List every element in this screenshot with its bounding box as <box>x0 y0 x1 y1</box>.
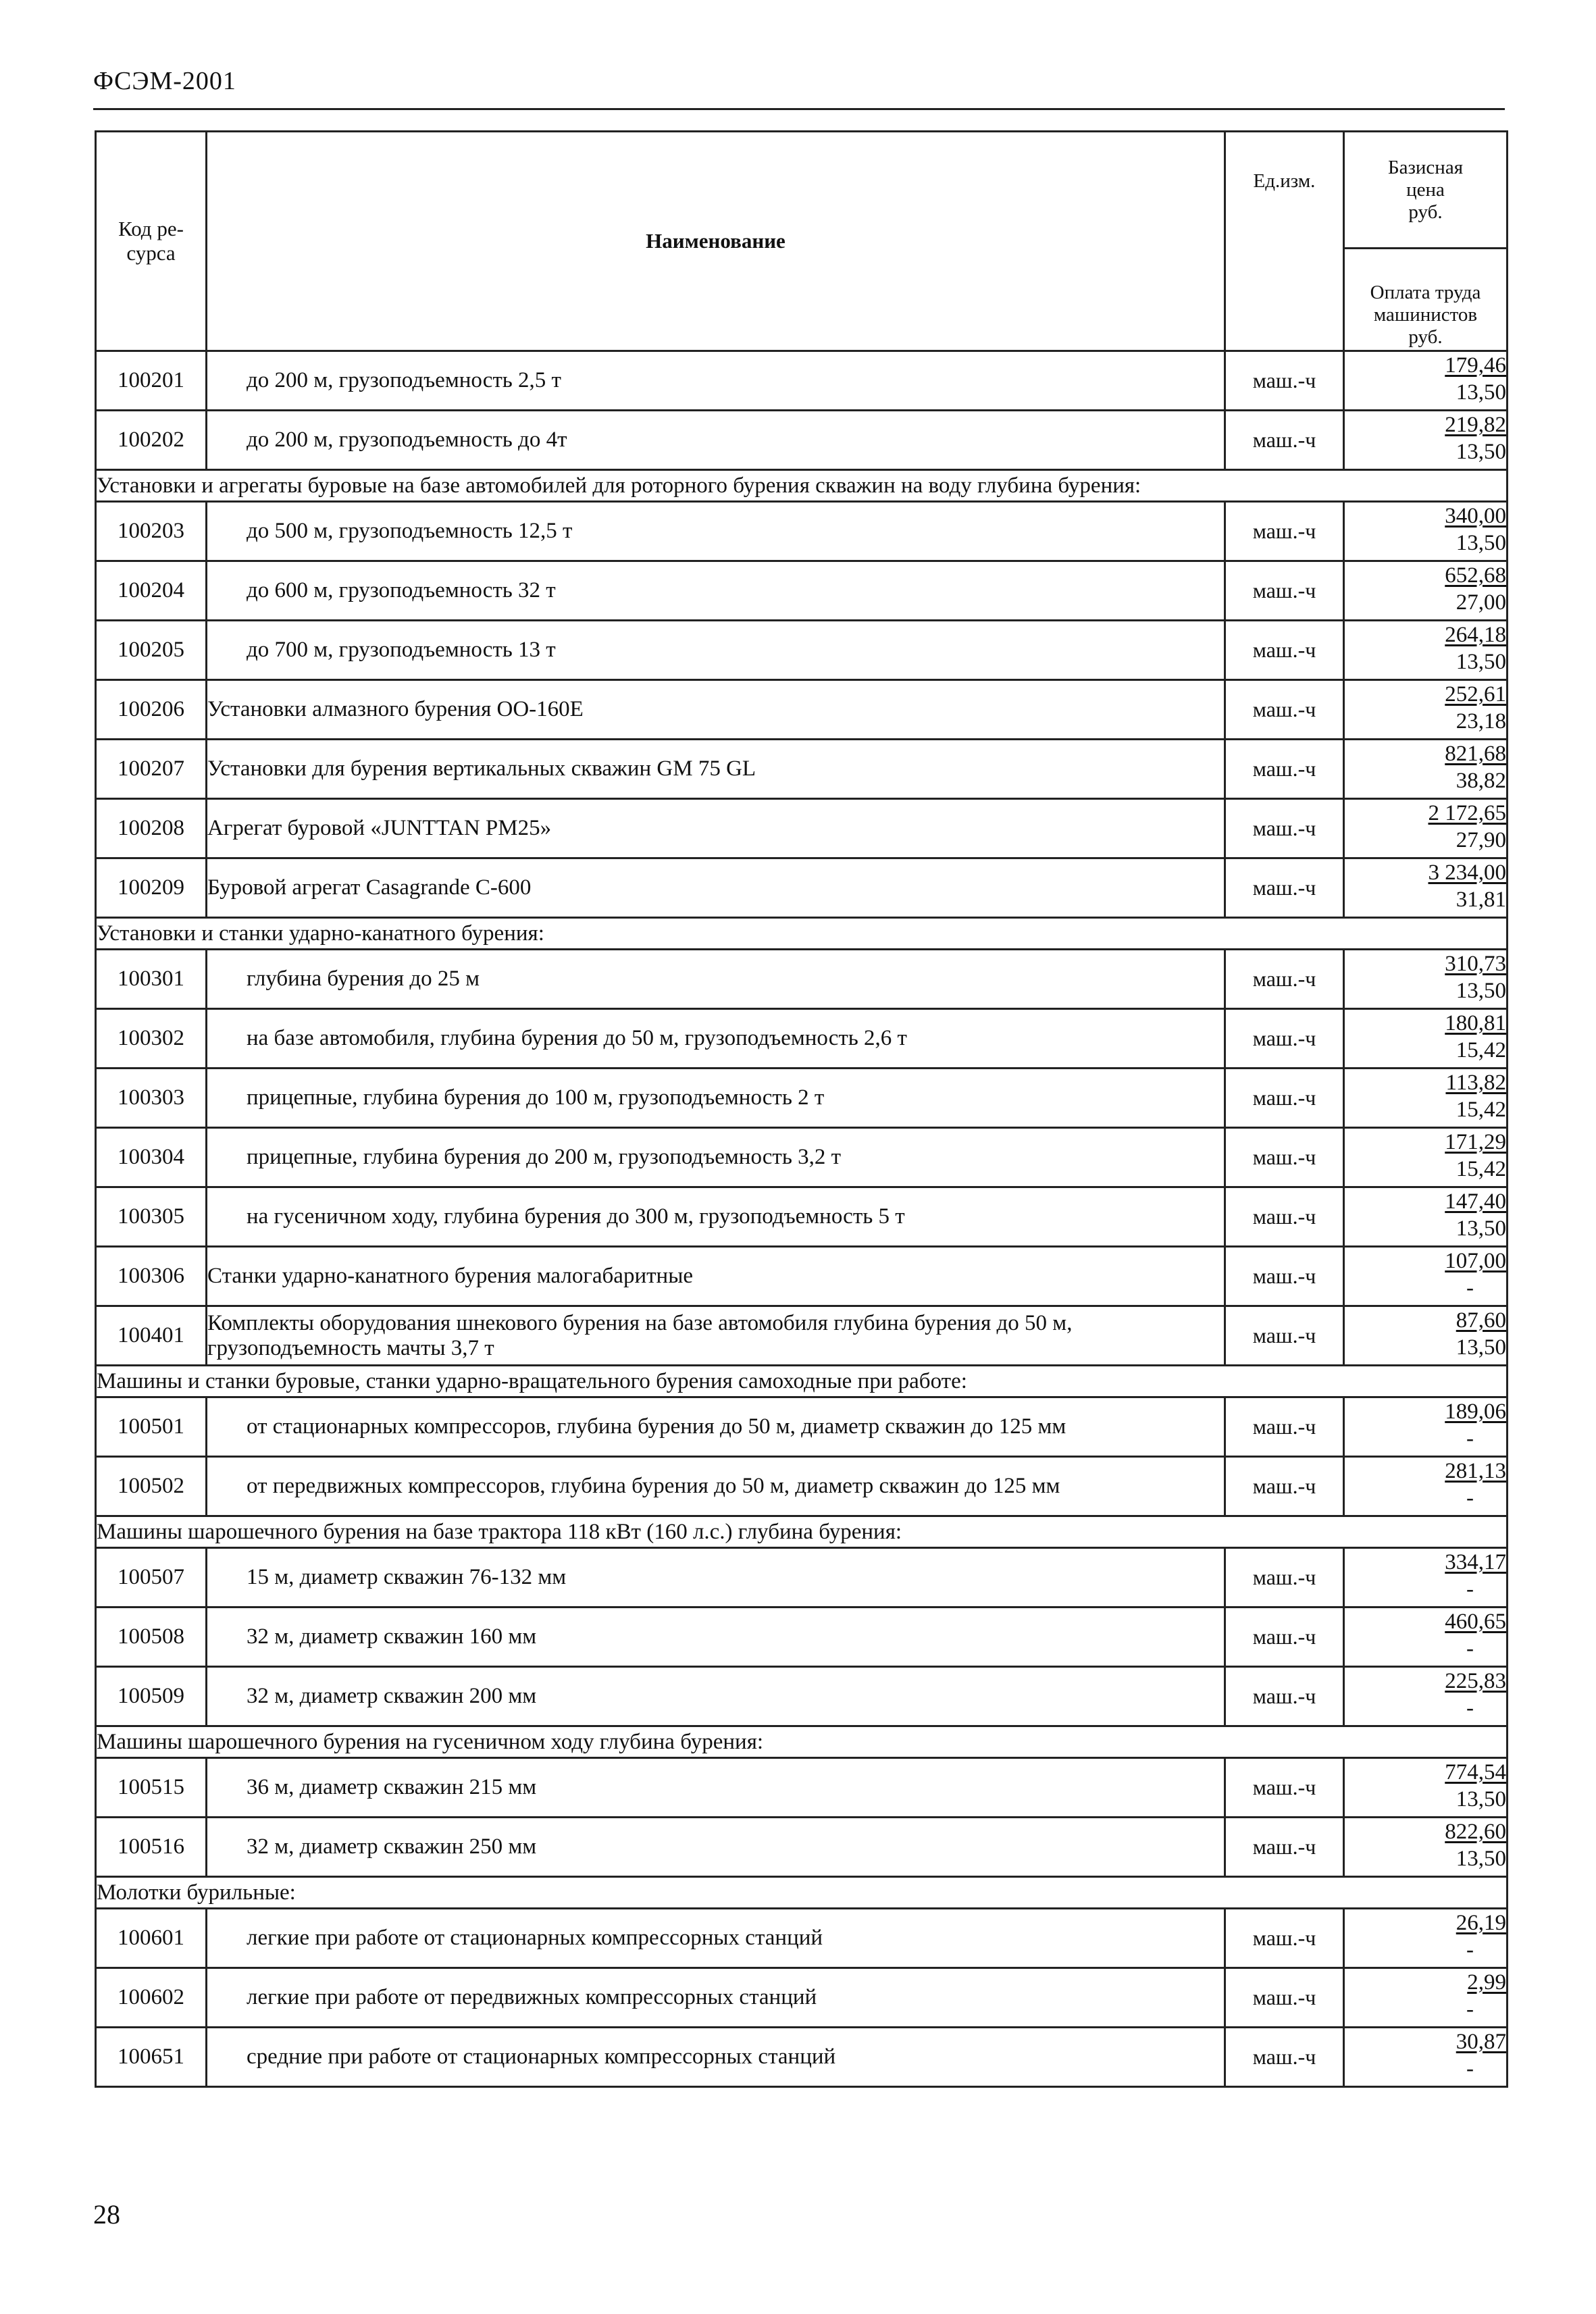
unit-of-measure: маш.-ч <box>1225 950 1344 1009</box>
table-row <box>96 950 1508 1009</box>
section-title: Установки и агрегаты буровые на базе автомобилей для роторного бурения скважин на воду глубина бурения: <box>96 470 1508 502</box>
operator-pay: - <box>1466 1577 1474 1601</box>
price-cell <box>1344 411 1508 470</box>
unit-of-measure: маш.-ч <box>1225 1306 1344 1366</box>
resource-name: до 600 м, грузоподъемность 32 т <box>207 561 1225 621</box>
base-price: 171,29 <box>1445 1130 1506 1154</box>
resource-code: 100507 <box>96 1548 207 1608</box>
unit-of-measure: маш.-ч <box>1225 1548 1344 1608</box>
section-title: Машины шарошечного бурения на базе трактора 118 кВт (160 л.с.) глубина бурения: <box>96 1516 1508 1548</box>
base-price: 219,82 <box>1445 413 1506 437</box>
resource-code: 100204 <box>96 561 207 621</box>
operator-pay: - <box>1466 1426 1474 1451</box>
column-header-name-label: Наименование <box>646 229 786 253</box>
resource-code: 100201 <box>96 351 207 411</box>
table-row <box>96 502 1508 561</box>
unit-of-measure: маш.-ч <box>1225 1608 1344 1667</box>
table-row <box>96 411 1508 470</box>
column-header-price <box>1344 132 1508 351</box>
resource-code: 100305 <box>96 1187 207 1247</box>
base-price: 310,73 <box>1445 952 1506 976</box>
resource-name: 32 м, диаметр скважин 250 мм <box>207 1818 1225 1877</box>
unit-of-measure: маш.-ч <box>1225 680 1344 740</box>
operator-pay: 13,50 <box>1456 531 1506 555</box>
section-row <box>96 1726 1508 1758</box>
unit-of-measure: маш.-ч <box>1225 1069 1344 1128</box>
base-price: 26,19 <box>1456 1911 1506 1935</box>
page-number: 28 <box>93 2199 120 2230</box>
resource-name: легкие при работе от стационарных компрессорных станций <box>207 1909 1225 1968</box>
unit-of-measure: маш.-ч <box>1225 1457 1344 1516</box>
resource-code: 100202 <box>96 411 207 470</box>
table-row <box>96 1128 1508 1187</box>
base-price: 30,87 <box>1456 2030 1506 2054</box>
price-cell <box>1344 680 1508 740</box>
table-row <box>96 1968 1508 2028</box>
unit-of-measure: маш.-ч <box>1225 351 1344 411</box>
operator-pay: 27,90 <box>1456 828 1506 852</box>
base-price: 87,60 <box>1456 1308 1506 1333</box>
resource-name: Станки ударно-канатного бурения малогабаритные <box>207 1247 1225 1306</box>
table-row <box>96 1608 1508 1667</box>
price-cell <box>1344 2028 1508 2087</box>
base-price: 774,54 <box>1445 1760 1506 1784</box>
base-price: 822,60 <box>1445 1820 1506 1844</box>
base-price: 107,00 <box>1445 1249 1506 1273</box>
resource-name: 15 м, диаметр скважин 76-132 мм <box>207 1548 1225 1608</box>
operator-pay: - <box>1466 1938 1474 1962</box>
base-price: 3 234,00 <box>1428 860 1506 885</box>
resource-code: 100651 <box>96 2028 207 2087</box>
unit-of-measure: маш.-ч <box>1225 1667 1344 1726</box>
base-price: 225,83 <box>1445 1669 1506 1693</box>
table-row <box>96 1758 1508 1818</box>
table-row <box>96 561 1508 621</box>
operator-pay: - <box>1466 1486 1474 1510</box>
operator-pay: - <box>1466 1997 1474 2022</box>
unit-of-measure: маш.-ч <box>1225 1818 1344 1877</box>
unit-of-measure: маш.-ч <box>1225 1128 1344 1187</box>
base-price: 460,65 <box>1445 1610 1506 1634</box>
resource-code: 100302 <box>96 1009 207 1069</box>
unit-of-measure: маш.-ч <box>1225 1009 1344 1069</box>
price-cell <box>1344 799 1508 858</box>
table-body <box>96 351 1508 2087</box>
base-price: 2 172,65 <box>1428 801 1506 825</box>
operator-pay: 13,50 <box>1456 1787 1506 1811</box>
base-price: 340,00 <box>1445 504 1506 528</box>
base-price: 113,82 <box>1445 1071 1506 1095</box>
resource-code: 100508 <box>96 1608 207 1667</box>
unit-of-measure: маш.-ч <box>1225 1968 1344 2028</box>
operator-pay: 38,82 <box>1456 769 1506 793</box>
resource-code: 100209 <box>96 858 207 918</box>
resource-code: 100304 <box>96 1128 207 1187</box>
base-price: 189,06 <box>1445 1399 1506 1424</box>
price-cell <box>1344 621 1508 680</box>
table-row <box>96 1187 1508 1247</box>
table-row <box>96 799 1508 858</box>
table-row <box>96 1818 1508 1877</box>
operator-pay: 15,42 <box>1456 1098 1506 1122</box>
table-row <box>96 858 1508 918</box>
column-header-name <box>207 132 1225 351</box>
resource-code: 100303 <box>96 1069 207 1128</box>
resource-name: Комплекты оборудования шнекового бурения на базе автомобиля глубина бурения до 50 м, грузоподъемность мачты 3,7 т <box>207 1306 1225 1366</box>
table-row <box>96 621 1508 680</box>
resource-code: 100306 <box>96 1247 207 1306</box>
resource-name: на гусеничном ходу, глубина бурения до 300 м, грузоподъемность 5 т <box>207 1187 1225 1247</box>
base-price: 652,68 <box>1445 563 1506 588</box>
resource-code: 100502 <box>96 1457 207 1516</box>
unit-of-measure: маш.-ч <box>1225 1247 1344 1306</box>
table-row <box>96 351 1508 411</box>
column-header-operator-pay-label: Оплата труда машинистов руб. <box>1370 282 1481 348</box>
resource-name: прицепные, глубина бурения до 100 м, грузоподъемность 2 т <box>207 1069 1225 1128</box>
price-cell <box>1344 1909 1508 1968</box>
price-cell <box>1344 502 1508 561</box>
unit-of-measure: маш.-ч <box>1225 1397 1344 1457</box>
base-price: 821,68 <box>1445 742 1506 766</box>
resource-code: 100601 <box>96 1909 207 1968</box>
operator-pay: 27,00 <box>1456 590 1506 615</box>
resource-price-table <box>95 130 1508 2088</box>
unit-of-measure: маш.-ч <box>1225 621 1344 680</box>
operator-pay: - <box>1466 2057 1474 2081</box>
base-price: 334,17 <box>1445 1550 1506 1574</box>
column-header-unit-label: Ед.изм. <box>1253 170 1316 192</box>
price-cell <box>1344 1457 1508 1516</box>
resource-code: 100206 <box>96 680 207 740</box>
resource-code: 100207 <box>96 740 207 799</box>
resource-name: 32 м, диаметр скважин 160 мм <box>207 1608 1225 1667</box>
resource-name: от стационарных компрессоров, глубина бурения до 50 м, диаметр скважин до 125 мм <box>207 1397 1225 1457</box>
operator-pay: 13,50 <box>1456 1847 1506 1871</box>
unit-of-measure: маш.-ч <box>1225 1187 1344 1247</box>
resource-name: до 700 м, грузоподъемность 13 т <box>207 621 1225 680</box>
unit-of-measure: маш.-ч <box>1225 502 1344 561</box>
document-header: ФСЭМ-2001 <box>93 67 236 95</box>
resource-code: 100501 <box>96 1397 207 1457</box>
price-cell <box>1344 1247 1508 1306</box>
operator-pay: 13,50 <box>1456 979 1506 1003</box>
section-row <box>96 1366 1508 1397</box>
resource-code: 100205 <box>96 621 207 680</box>
resource-name: 36 м, диаметр скважин 215 мм <box>207 1758 1225 1818</box>
operator-pay: - <box>1466 1637 1474 1661</box>
table-row <box>96 1009 1508 1069</box>
price-cell <box>1344 1397 1508 1457</box>
operator-pay: 13,50 <box>1456 650 1506 674</box>
price-cell <box>1344 1009 1508 1069</box>
price-cell <box>1344 740 1508 799</box>
resource-code: 100516 <box>96 1818 207 1877</box>
resource-code: 100203 <box>96 502 207 561</box>
section-row <box>96 1516 1508 1548</box>
unit-of-measure: маш.-ч <box>1225 2028 1344 2087</box>
resource-name: до 200 м, грузоподъемность 2,5 т <box>207 351 1225 411</box>
unit-of-measure: маш.-ч <box>1225 858 1344 918</box>
price-cell <box>1344 950 1508 1009</box>
resource-code: 100208 <box>96 799 207 858</box>
resource-code: 100509 <box>96 1667 207 1726</box>
operator-pay: 31,81 <box>1456 888 1506 912</box>
base-price: 2,99 <box>1467 1970 1506 1995</box>
base-price: 147,40 <box>1445 1189 1506 1214</box>
section-title: Машины шарошечного бурения на гусеничном ходу глубина бурения: <box>96 1726 1508 1758</box>
resource-code: 100602 <box>96 1968 207 2028</box>
price-cell <box>1344 1968 1508 2028</box>
operator-pay: 15,42 <box>1456 1038 1506 1062</box>
resource-name: до 500 м, грузоподъемность 12,5 т <box>207 502 1225 561</box>
price-cell <box>1344 858 1508 918</box>
operator-pay: - <box>1466 1696 1474 1720</box>
price-cell <box>1344 1548 1508 1608</box>
base-price: 252,61 <box>1445 682 1506 706</box>
base-price: 264,18 <box>1445 623 1506 647</box>
resource-name: Буровой агрегат Casagrande C-600 <box>207 858 1225 918</box>
header-rule <box>93 108 1505 110</box>
section-row <box>96 470 1508 502</box>
column-header-code <box>96 132 207 351</box>
section-title: Молотки бурильные: <box>96 1877 1508 1909</box>
table-row <box>96 1397 1508 1457</box>
resource-name: Установки для бурения вертикальных скважин GM 75 GL <box>207 740 1225 799</box>
resource-name: 32 м, диаметр скважин 200 мм <box>207 1667 1225 1726</box>
table-row <box>96 1069 1508 1128</box>
price-cell <box>1344 561 1508 621</box>
resource-code: 100401 <box>96 1306 207 1366</box>
table-row <box>96 1247 1508 1306</box>
column-header-base-price-label: Базисная цена руб. <box>1345 132 1506 249</box>
resource-name: на базе автомобиля, глубина бурения до 50 м, грузоподъемность 2,6 т <box>207 1009 1225 1069</box>
operator-pay: 15,42 <box>1456 1157 1506 1181</box>
resource-name: прицепные, глубина бурения до 200 м, грузоподъемность 3,2 т <box>207 1128 1225 1187</box>
table-row <box>96 740 1508 799</box>
base-price: 180,81 <box>1445 1011 1506 1035</box>
table-row <box>96 1909 1508 1968</box>
unit-of-measure: маш.-ч <box>1225 740 1344 799</box>
table-row <box>96 680 1508 740</box>
operator-pay: - <box>1466 1276 1474 1300</box>
resource-name: легкие при работе от передвижных компрессорных станций <box>207 1968 1225 2028</box>
section-row <box>96 1877 1508 1909</box>
table-row <box>96 2028 1508 2087</box>
column-header-code-label: Код ре- сурса <box>118 217 184 265</box>
unit-of-measure: маш.-ч <box>1225 411 1344 470</box>
resource-name: до 200 м, грузоподъемность до 4т <box>207 411 1225 470</box>
price-cell <box>1344 1667 1508 1726</box>
table-row <box>96 1548 1508 1608</box>
operator-pay: 13,50 <box>1456 1335 1506 1360</box>
column-header-unit <box>1225 132 1344 351</box>
resource-name: Установки алмазного бурения ОО-160Е <box>207 680 1225 740</box>
section-title: Установки и станки ударно-канатного бурения: <box>96 918 1508 950</box>
section-title: Машины и станки буровые, станки ударно-вращательного бурения самоходные при работе: <box>96 1366 1508 1397</box>
resource-name: Агрегат буровой «JUNTTAN PM25» <box>207 799 1225 858</box>
price-cell <box>1344 1608 1508 1667</box>
resource-code: 100515 <box>96 1758 207 1818</box>
price-cell <box>1344 1187 1508 1247</box>
base-price: 281,13 <box>1445 1459 1506 1483</box>
price-cell <box>1344 1069 1508 1128</box>
price-cell <box>1344 351 1508 411</box>
resource-name: средние при работе от стационарных компрессорных станций <box>207 2028 1225 2087</box>
resource-name: от передвижных компрессоров, глубина бурения до 50 м, диаметр скважин до 125 мм <box>207 1457 1225 1516</box>
operator-pay: 13,50 <box>1456 380 1506 405</box>
section-row <box>96 918 1508 950</box>
operator-pay: 13,50 <box>1456 1216 1506 1241</box>
price-cell <box>1344 1128 1508 1187</box>
operator-pay: 23,18 <box>1456 709 1506 734</box>
operator-pay: 13,50 <box>1456 440 1506 464</box>
base-price: 179,46 <box>1445 353 1506 378</box>
table-row <box>96 1457 1508 1516</box>
price-cell <box>1344 1818 1508 1877</box>
price-cell <box>1344 1758 1508 1818</box>
unit-of-measure: маш.-ч <box>1225 1758 1344 1818</box>
price-cell <box>1344 1306 1508 1366</box>
unit-of-measure: маш.-ч <box>1225 1909 1344 1968</box>
table-row <box>96 1306 1508 1366</box>
resource-name: глубина бурения до 25 м <box>207 950 1225 1009</box>
resource-code: 100301 <box>96 950 207 1009</box>
unit-of-measure: маш.-ч <box>1225 561 1344 621</box>
unit-of-measure: маш.-ч <box>1225 799 1344 858</box>
table-row <box>96 1667 1508 1726</box>
